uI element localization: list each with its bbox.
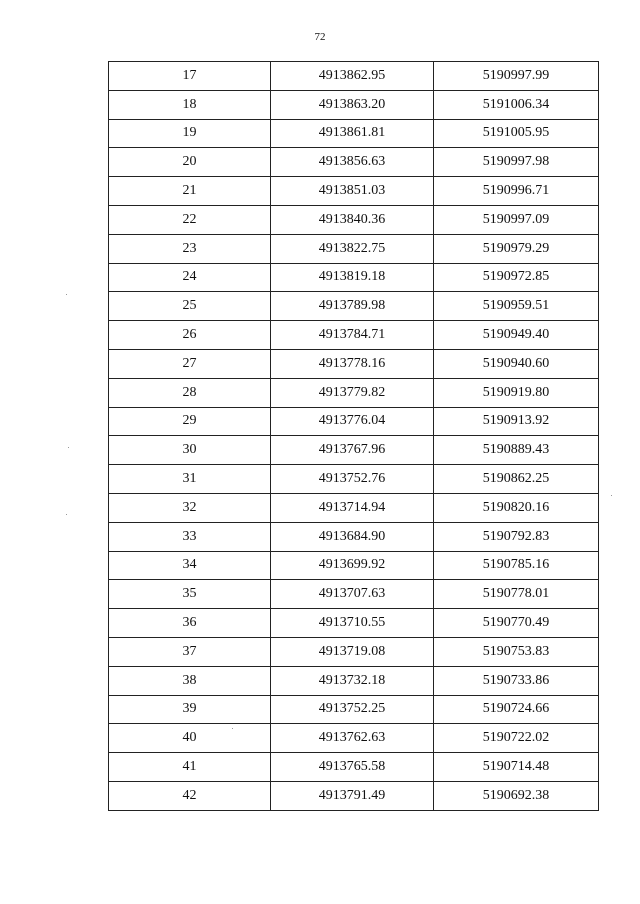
y-coordinate-cell: 5190979.29	[434, 234, 599, 263]
x-coordinate-cell: 4913765.58	[271, 753, 434, 782]
y-coordinate-cell: 5190862.25	[434, 465, 599, 494]
x-coordinate-cell: 4913856.63	[271, 148, 434, 177]
scan-speck	[232, 728, 233, 729]
y-coordinate-cell: 5191005.95	[434, 119, 599, 148]
y-coordinate-cell: 5190949.40	[434, 321, 599, 350]
y-coordinate-cell: 5190785.16	[434, 551, 599, 580]
point-number-cell: 23	[109, 234, 271, 263]
x-coordinate-cell: 4913822.75	[271, 234, 434, 263]
point-number-cell: 39	[109, 695, 271, 724]
table-row	[109, 493, 599, 522]
point-number-cell: 38	[109, 666, 271, 695]
x-coordinate-cell: 4913710.55	[271, 609, 434, 638]
y-coordinate-cell: 5190778.01	[434, 580, 599, 609]
table-row	[109, 119, 599, 148]
x-coordinate-cell: 4913732.18	[271, 666, 434, 695]
x-coordinate-cell: 4913684.90	[271, 522, 434, 551]
y-coordinate-cell: 5190753.83	[434, 637, 599, 666]
table-row	[109, 436, 599, 465]
x-coordinate-cell: 4913861.81	[271, 119, 434, 148]
x-coordinate-cell: 4913851.03	[271, 177, 434, 206]
y-coordinate-cell: 5190820.16	[434, 493, 599, 522]
coordinates-table	[108, 61, 599, 811]
y-coordinate-cell: 5190724.66	[434, 695, 599, 724]
y-coordinate-cell: 5190972.85	[434, 263, 599, 292]
x-coordinate-cell: 4913778.16	[271, 349, 434, 378]
point-number-cell: 36	[109, 609, 271, 638]
table-row	[109, 724, 599, 753]
x-coordinate-cell: 4913791.49	[271, 781, 434, 810]
table-row	[109, 90, 599, 119]
table-row	[109, 580, 599, 609]
point-number-cell: 22	[109, 205, 271, 234]
point-number-cell: 42	[109, 781, 271, 810]
table-row	[109, 407, 599, 436]
x-coordinate-cell: 4913762.63	[271, 724, 434, 753]
table-row	[109, 465, 599, 494]
table-row	[109, 522, 599, 551]
x-coordinate-cell: 4913819.18	[271, 263, 434, 292]
point-number-cell: 19	[109, 119, 271, 148]
table-row	[109, 62, 599, 91]
y-coordinate-cell: 5190996.71	[434, 177, 599, 206]
x-coordinate-cell: 4913779.82	[271, 378, 434, 407]
y-coordinate-cell: 5190997.09	[434, 205, 599, 234]
y-coordinate-cell: 5190792.83	[434, 522, 599, 551]
point-number-cell: 21	[109, 177, 271, 206]
point-number-cell: 35	[109, 580, 271, 609]
table-row	[109, 148, 599, 177]
x-coordinate-cell: 4913719.08	[271, 637, 434, 666]
point-number-cell: 40	[109, 724, 271, 753]
point-number-cell: 37	[109, 637, 271, 666]
table-row	[109, 666, 599, 695]
y-coordinate-cell: 5190714.48	[434, 753, 599, 782]
y-coordinate-cell: 5190733.86	[434, 666, 599, 695]
x-coordinate-cell: 4913699.92	[271, 551, 434, 580]
y-coordinate-cell: 5190913.92	[434, 407, 599, 436]
scan-speck	[66, 294, 67, 295]
point-number-cell: 24	[109, 263, 271, 292]
point-number-cell: 29	[109, 407, 271, 436]
table-row	[109, 551, 599, 580]
point-number-cell: 20	[109, 148, 271, 177]
point-number-cell: 26	[109, 321, 271, 350]
y-coordinate-cell: 5190919.80	[434, 378, 599, 407]
table-row	[109, 781, 599, 810]
point-number-cell: 32	[109, 493, 271, 522]
page-number: 72	[314, 31, 326, 43]
x-coordinate-cell: 4913776.04	[271, 407, 434, 436]
y-coordinate-cell: 5190959.51	[434, 292, 599, 321]
scan-speck	[66, 514, 67, 515]
table-row	[109, 609, 599, 638]
y-coordinate-cell: 5190722.02	[434, 724, 599, 753]
x-coordinate-cell: 4913752.76	[271, 465, 434, 494]
point-number-cell: 34	[109, 551, 271, 580]
table-row	[109, 349, 599, 378]
x-coordinate-cell: 4913714.94	[271, 493, 434, 522]
x-coordinate-cell: 4913840.36	[271, 205, 434, 234]
y-coordinate-cell: 5190692.38	[434, 781, 599, 810]
x-coordinate-cell: 4913789.98	[271, 292, 434, 321]
point-number-cell: 17	[109, 62, 271, 91]
table-row	[109, 292, 599, 321]
y-coordinate-cell: 5190889.43	[434, 436, 599, 465]
table-row	[109, 205, 599, 234]
y-coordinate-cell: 5190770.49	[434, 609, 599, 638]
point-number-cell: 33	[109, 522, 271, 551]
table-row	[109, 234, 599, 263]
point-number-cell: 30	[109, 436, 271, 465]
x-coordinate-cell: 4913862.95	[271, 62, 434, 91]
scan-speck	[611, 495, 612, 496]
point-number-cell: 25	[109, 292, 271, 321]
point-number-cell: 18	[109, 90, 271, 119]
y-coordinate-cell: 5190997.98	[434, 148, 599, 177]
point-number-cell: 28	[109, 378, 271, 407]
x-coordinate-cell: 4913707.63	[271, 580, 434, 609]
x-coordinate-cell: 4913767.96	[271, 436, 434, 465]
x-coordinate-cell: 4913752.25	[271, 695, 434, 724]
table-row	[109, 637, 599, 666]
point-number-cell: 41	[109, 753, 271, 782]
y-coordinate-cell: 5190940.60	[434, 349, 599, 378]
table-row	[109, 263, 599, 292]
table-row	[109, 378, 599, 407]
y-coordinate-cell: 5190997.99	[434, 62, 599, 91]
x-coordinate-cell: 4913784.71	[271, 321, 434, 350]
point-number-cell: 27	[109, 349, 271, 378]
coordinates-table-body	[109, 62, 599, 811]
point-number-cell: 31	[109, 465, 271, 494]
table-row	[109, 753, 599, 782]
y-coordinate-cell: 5191006.34	[434, 90, 599, 119]
table-row	[109, 695, 599, 724]
x-coordinate-cell: 4913863.20	[271, 90, 434, 119]
table-row	[109, 177, 599, 206]
table-row	[109, 321, 599, 350]
scan-speck	[68, 447, 69, 448]
